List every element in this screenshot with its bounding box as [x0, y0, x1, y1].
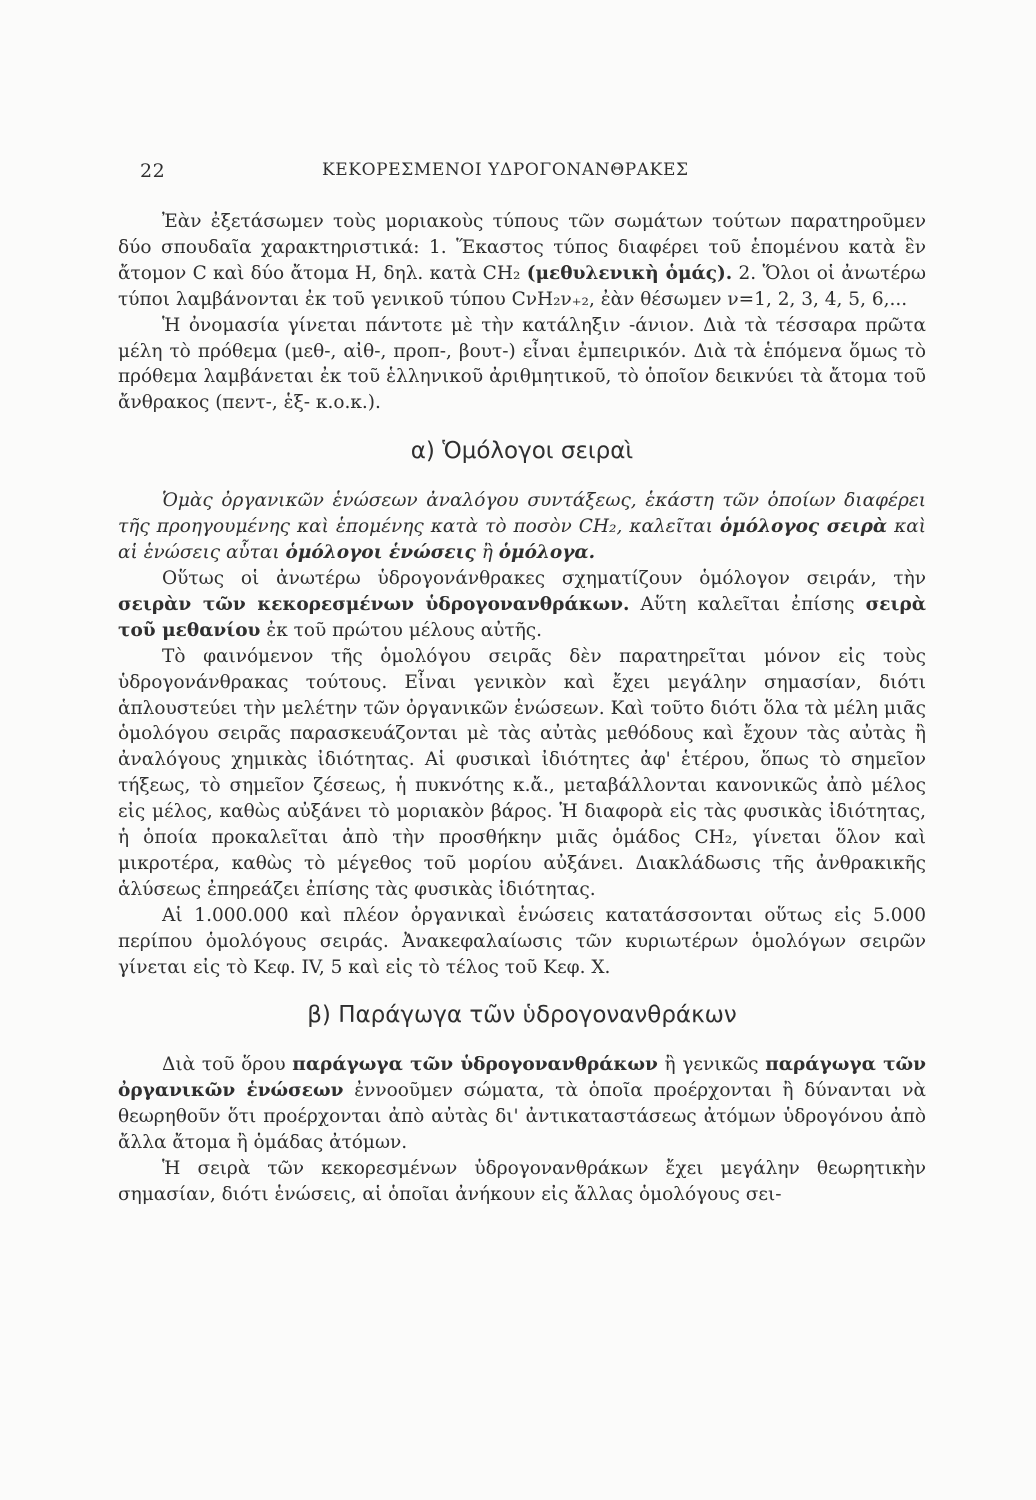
paragraph-text: Διὰ τοῦ ὅρου	[162, 1054, 293, 1076]
paragraph-formula-observations	[118, 209, 926, 313]
definition-homologous-series	[118, 488, 926, 566]
bold-term: παράγωγα τῶν ὑδρογονανθράκων	[292, 1054, 658, 1076]
paragraph-text: Τὸ φαινόμενον τῆς ὁμολόγου σειρᾶς δὲν παρατηρεῖται μόνον εἰς τοὺς ὑδρογονάνθρακας τούτους. Εἶναι γενικὸν καὶ ἔχει μεγάλην σημασίαν, διότι ἁπλουστεύει τὴν μελέτην τῶν ὀργανικῶν ἑνώσεων. Καὶ τοῦτο διότι ὅλα τὰ μέλη μιᾶς ὁμολόγου σειρᾶς παρασκευάζονται μὲ τὰς αὐτὰς μεθόδους καὶ ἔχουν τὰς αὐτὰς ἢ ἀναλόγους χημικὰς ἰδιότητας. Αἱ φυσικαὶ ἰδιότητες ἀφ' ἑτέρου, ὅπως τὸ σημεῖον τήξεως, τὸ σημεῖον ζέσεως, ἡ πυκνότης κ.ἄ., μεταβάλλονται κανονικῶς ἀπὸ μέλος εἰς μέλος, καθὼς αὐξάνει τὸ μοριακὸν βάρος. Ἡ διαφορὰ εἰς τὰς φυσικὰς ἰδιότητας, ἡ ὁποία προκαλεῖται ἀπὸ τὴν προσθήκην μιᾶς ὁμάδος CH₂, γίνεται ὅλον καὶ μικροτέρα, καθὼς τὸ μέγεθος τοῦ μορίου αὐξάνει. Διακλάδωσις τῆς ἀνθρακικῆς ἁλύσεως ἐπηρεάζει ἐπίσης τὰς φυσικὰς ἰδιότητας.	[118, 645, 926, 900]
paragraph-text: Ἡ σειρὰ τῶν κεκορεσμένων ὑδρογονανθράκων ἔχει μεγάλην θεωρητικὴν σημασίαν, διότι ἑνώσεις, αἱ ὁποῖαι ἀνήκουν εἰς ἄλλας ὁμολόγους σει-	[118, 1158, 926, 1205]
paragraph-text: ἢ γενικῶς	[657, 1054, 766, 1076]
paragraph-theoretical-significance	[118, 1156, 926, 1208]
paragraph-compound-count	[118, 903, 926, 981]
bold-term: σειρὰν τῶν κεκορεσμένων ὑδρογονανθράκων.	[118, 593, 630, 615]
paragraph-nomenclature	[118, 313, 926, 417]
section-heading-homologous-series: α) Ὁμόλογοι σειραὶ	[410, 438, 634, 465]
bold-term: ὁμόλογος σειρὰ	[719, 516, 888, 538]
paragraph-text: Αὕτη καλεῖται ἐπίσης	[629, 593, 866, 615]
paragraph-text: Οὕτως οἱ ἀνωτέρω ὑδρογονάνθρακες σχηματίζουν ὁμόλογον σειράν, τὴν	[162, 567, 926, 589]
paragraph-text: Ὁμὰς ὀργανικῶν ἑνώσεων ἀναλόγου συντάξεως, ἑκάστη τῶν ὁποίων διαφέρει τῆς προηγουμένης καὶ ἑπομένης κατὰ τὸ ποσὸν CH₂, καλεῖται	[118, 490, 926, 538]
paragraph-methane-series	[118, 566, 926, 644]
paragraph-text: ἢ	[475, 542, 499, 564]
paragraph-text: Αἱ 1.000.000 καὶ πλέον ὀργανικαὶ ἑνώσεις κατατάσσονται οὕτως εἰς 5.000 περίπου ὁμολόγους σειράς. Ἀνακεφαλαίωσις τῶν κυριωτέρων ὁμολόγων σειρῶν γίνεται εἰς τὸ Κεφ. IV, 5 καὶ εἰς τὸ τέλος τοῦ Κεφ. X.	[118, 904, 926, 978]
section-heading-derivatives: β) Παράγωγα τῶν ὑδρογονανθράκων	[307, 1002, 737, 1029]
paragraph-phenomenon	[118, 644, 926, 903]
paragraph-text: καὶ αἱ ἑνώσεις αὗται	[118, 516, 926, 564]
paragraph-text: 2. Ὅλοι οἱ ἀνωτέρω τύποι λαμβάνονται ἐκ τοῦ γενικοῦ τύπου CνH₂ν₊₂, ἐὰν θέσωμεν ν=1, 2, 3, 4, 5, 6,...	[118, 262, 926, 310]
page-body	[118, 209, 926, 1208]
paragraph-text: Ἡ ὀνομασία γίνεται πάντοτε μὲ τὴν κατάληξιν -άνιον. Διὰ τὰ τέσσαρα πρῶτα μέλη τὸ πρόθεμα (μεθ-, αἰθ-, προπ-, βουτ-) εἶναι ἐμπειρικόν. Διὰ τὰ ἑπόμενα ὅμως τὸ πρόθεμα λαμβάνεται ἐκ τοῦ ἑλληνικοῦ ἀριθμητικοῦ, τὸ ὁποῖον δεικνύει τὰ ἄτομα τοῦ ἄνθρακος (πεντ-, ἑξ- κ.ο.κ.).	[118, 314, 926, 414]
running-header: ΚΕΚΟΡΕΣΜΕΝΟΙ ΥΔΡΟΓΟΝΑΝΘΡΑΚΕΣ	[322, 160, 689, 180]
bold-term: παράγωγα τῶν ὀργανικῶν ἑνώσεων	[118, 1054, 926, 1102]
paragraph-text: ἐκ τοῦ πρώτου μέλους αὐτῆς.	[260, 619, 543, 641]
page-number: 22	[140, 160, 166, 182]
bold-term: (μεθυλενικὴ ὁμάς).	[526, 262, 733, 284]
paragraph-text: ἐννοοῦμεν σώματα, τὰ ὁποῖα προέρχονται ἢ δύνανται νὰ θεωρηθοῦν ὅτι προέρχονται ἀπὸ αὐτὰς δι' ἀντικαταστάσεως ἀτόμων ὑδρογόνου ἀπὸ ἄλλα ἄτομα ἢ ὁμάδας ἀτόμων.	[118, 1080, 926, 1154]
bold-term: ὁμόλογοι ἑνώσεις	[285, 542, 476, 564]
paragraph-derivatives-definition	[118, 1052, 926, 1156]
bold-term: ὁμόλογα.	[498, 542, 596, 564]
paragraph-text: Ἐὰν ἐξετάσωμεν τοὺς μοριακοὺς τύπους τῶν σωμάτων τούτων παρατηροῦμεν δύο σπουδαῖα χαρακτηριστικά: 1. Ἕκαστος τύπος διαφέρει τοῦ ἑπομένου κατὰ ἓν ἄτομον C καὶ δύο ἄτομα H, δηλ. κατὰ CH₂	[118, 211, 926, 284]
bold-term: σειρὰ τοῦ μεθανίου	[118, 593, 926, 641]
